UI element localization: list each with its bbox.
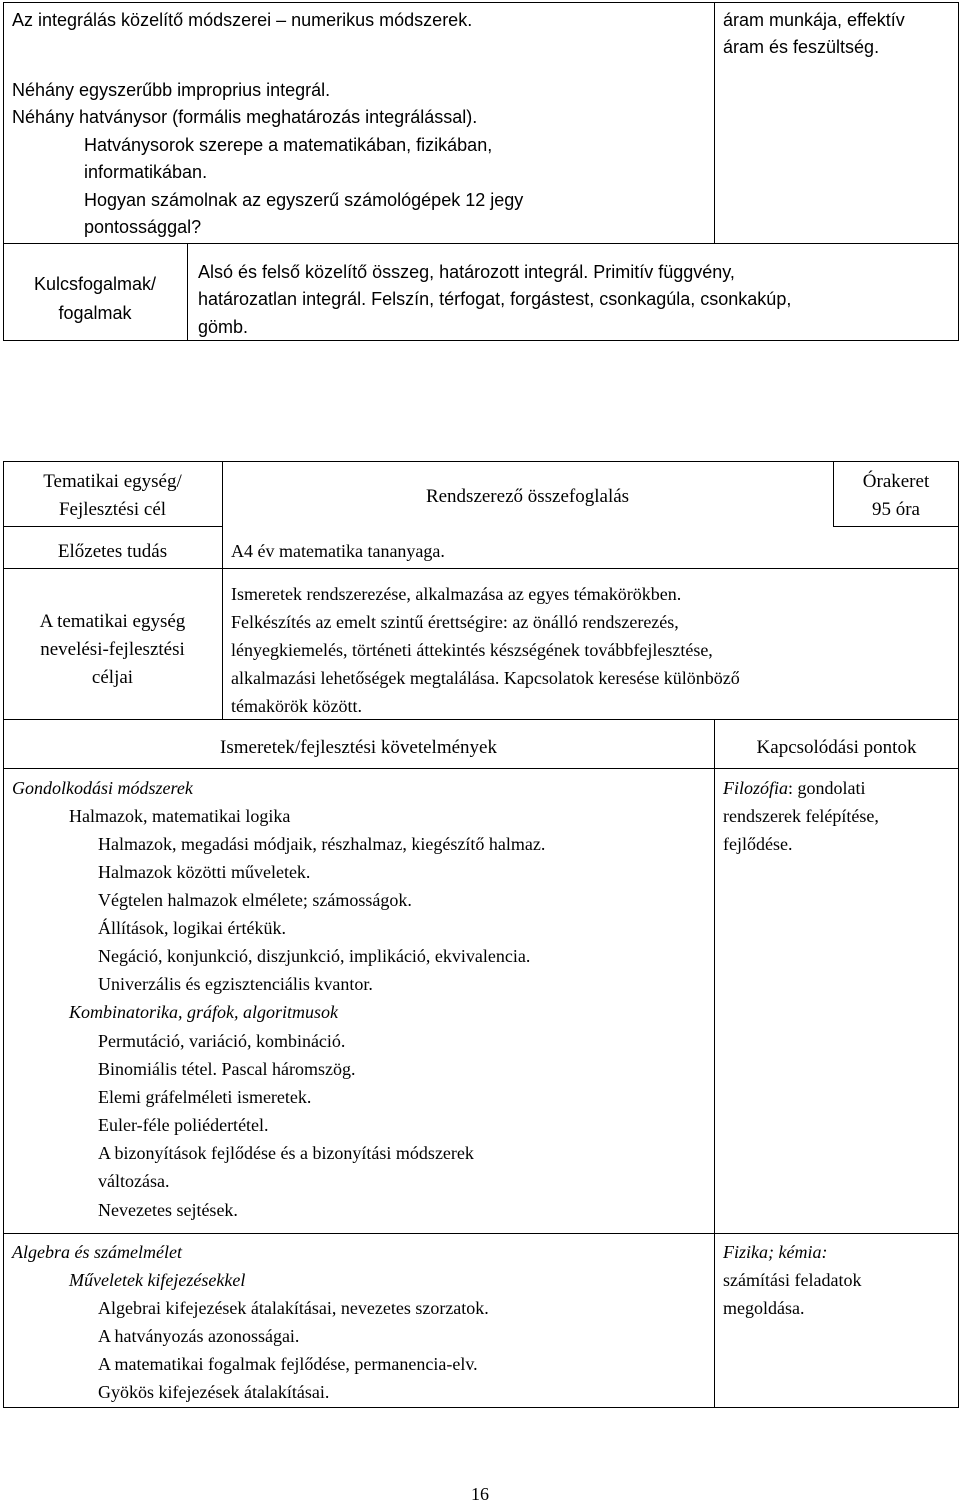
subsection-heading: Műveletek kifejezésekkel (69, 1270, 246, 1290)
orakeret-bottom-line (833, 526, 959, 527)
requirements-header: Ismeretek/fejlesztési követelmények (220, 737, 497, 758)
block-divider (3, 1233, 959, 1234)
title-row-line (3, 526, 222, 527)
label-line: Tematikai egység/ (43, 471, 182, 492)
list-item: Permutáció, variáció, kombináció. (98, 1031, 346, 1051)
list-item: Euler-féle poliédertétel. (98, 1115, 269, 1135)
text-line: informatikában. (84, 162, 208, 182)
celjai-row-line (3, 719, 959, 720)
label-line: céljai (91, 667, 134, 688)
connection-subject: Filozófia (723, 778, 789, 798)
connection-line: rendszerek felépítése, (723, 806, 879, 826)
connection-subject: Fizika; kémia: (723, 1242, 828, 1262)
subsection-heading: Kombinatorika, gráfok, algoritmusok (69, 1002, 338, 1022)
top-table-row-divider (3, 243, 959, 244)
list-item: Halmazok, megadási módjaik, részhalmaz, kiegészítő halmaz. (98, 834, 546, 854)
text-line: Alsó és felső közelítő összeg, határozott integrál. Primitív függvény, (198, 262, 735, 282)
list-item: Binomiális tétel. Pascal háromszög. (98, 1059, 356, 1079)
text-line: Hogyan számolnak az egyszerű számológépek 12 jegy (84, 190, 524, 210)
section-heading: Gondolkodási módszerek (12, 778, 193, 798)
header-row-line (3, 768, 959, 769)
connection-line: fejlődése. (723, 834, 793, 854)
subsection-heading: Halmazok, matematikai logika (69, 806, 291, 826)
list-item: Nevezetes sejtések. (98, 1200, 238, 1220)
text-line: alkalmazási lehetőségek megtalálása. Kapcsolatok keresése különböző (231, 668, 740, 688)
list-item: Elemi gráfelméleti ismeretek. (98, 1087, 312, 1107)
list-item: A matematikai fogalmak fejlődése, permanencia-elv. (98, 1354, 478, 1374)
req-conn-divider (714, 719, 715, 1408)
page-number: 16 (471, 1484, 489, 1504)
text-line: határozatlan integrál. Felszín, térfogat, forgástest, csonkagúla, csonkakúp, (198, 289, 792, 309)
list-item: Végtelen halmazok elmélete; számosságok. (98, 890, 412, 910)
list-item: változása. (98, 1171, 170, 1191)
text-line: pontossággal? (84, 217, 202, 237)
list-item: Univerzális és egzisztenciális kvantor. (98, 974, 373, 994)
connection-line: számítási feladatok (723, 1270, 862, 1290)
text-line: Néhány egyszerűbb improprius integrál. (12, 80, 331, 100)
list-item: A bizonyítások fejlődése és a bizonyítási módszerek (98, 1143, 474, 1163)
connections-header: Kapcsolódási pontok (756, 737, 917, 758)
text-line: lényegkiemelés, történeti áttekintés készségének továbbfejlesztése, (231, 640, 713, 660)
elozetes-row-line (3, 568, 959, 569)
section-heading: Algebra és számelmélet (12, 1242, 182, 1262)
text-line: áram és feszültség. (723, 37, 880, 57)
label-line: fogalmak (58, 303, 132, 323)
text-line: témakörök között. (231, 696, 362, 716)
connection-line (723, 774, 866, 802)
text-line: Az integrálás közelítő módszerei – numerikus módszerek. (12, 10, 473, 30)
elozetes-text: A4 év matematika tananyaga. (231, 541, 445, 561)
label-line: Kulcsfogalmak/ (33, 274, 157, 294)
label-line: A tematikai egység (39, 611, 186, 632)
list-item: Halmazok közötti műveletek. (98, 862, 311, 882)
text-line: Hatványsorok szerepe a matematikában, fizikában, (84, 135, 493, 155)
connection-text: : gondolati (788, 778, 866, 798)
elozetes-label: Előzetes tudás (57, 541, 168, 562)
text-line: Ismeretek rendszerezése, alkalmazása az egyes témakörökben. (231, 584, 682, 604)
kulcs-col-divider (187, 243, 188, 341)
top-table-col-divider (714, 2, 715, 243)
list-item: A hatványozás azonosságai. (98, 1326, 300, 1346)
list-item: Állítások, logikai értékük. (98, 918, 286, 938)
label-line: nevelési-fejlesztési (40, 639, 185, 660)
connection-line: megoldása. (723, 1298, 805, 1318)
list-item: Negáció, konjunkció, diszjunkció, implikáció, ekvivalencia. (98, 946, 531, 966)
label-line: Órakeret (862, 471, 930, 492)
text-line: áram munkája, effektív (723, 10, 905, 30)
label-line: 95 óra (871, 499, 920, 520)
text-line: gömb. (198, 317, 249, 337)
list-item: Gyökös kifejezések átalakításai. (98, 1382, 330, 1402)
label-line: Fejlesztési cél (58, 499, 167, 520)
list-item: Algebrai kifejezések átalakításai, nevezetes szorzatok. (98, 1298, 489, 1318)
text-line: Néhány hatványsor (formális meghatározás integrálással). (12, 107, 478, 127)
unit-title: Rendszerező összefoglalás (425, 486, 630, 507)
text-line: Felkészítés az emelt szintű érettségire: az önálló rendszerezés, (231, 612, 679, 632)
